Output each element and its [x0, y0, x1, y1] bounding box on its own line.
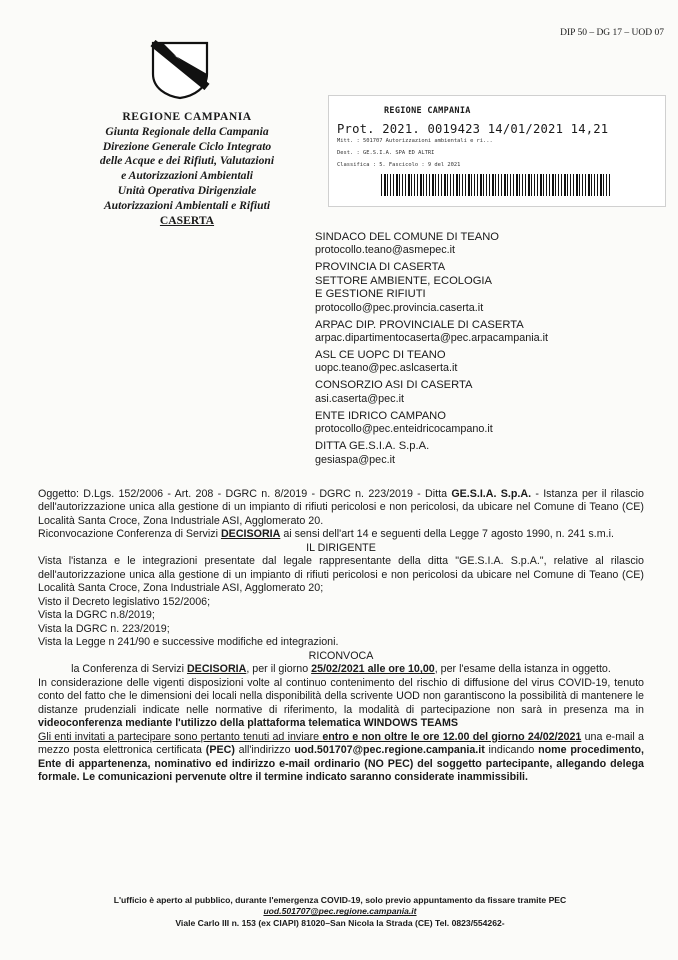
vista-paragraph: Vista l'istanza e le integrazioni presentate dal legale rappresentante della ditta "GE.S.I.A. S.p.A.", relative al rilascio dell'autorizzazione unica alla gestione di un impianto di rifiuti pericolosi e non pericolosi da ubicare nel Comune di Teano (CE) Località Santa Croce, Zona Industriale ASI, Agglomerato 20;: [38, 555, 644, 595]
subject-paragraph: [38, 488, 644, 528]
recipient-name: SETTORE AMBIENTE, ECOLOGIA: [315, 274, 492, 287]
stamp-recipient: Dest. : GE.S.I.A. SPA ED ALTRI: [337, 150, 435, 156]
invitation-paragraph: [38, 731, 644, 785]
office-address: Viale Carlo III n. 153 (ex CIAPI) 81020–San Nicola la Strada (CE) Tel. 0823/554262-: [175, 917, 505, 928]
recipient-name: ARPAC DIP. PROVINCIALE DI CASERTA: [315, 318, 524, 331]
recipient-email[interactable]: protocollo@pec.provincia.caserta.it: [315, 301, 484, 314]
protocol-number: Prot. 2021. 0019423 14/01/2021 14,21: [337, 122, 609, 136]
recipient: [315, 440, 665, 466]
office-line: Autorizzazioni Ambientali e Rifiuti: [103, 198, 271, 212]
legal-reference: Vista la Legge n 241/90 e successive modifiche ed integrazioni.: [38, 636, 339, 649]
pec-label: (PEC): [205, 744, 235, 757]
deadline: entro e non oltre le ore 12.00 del giorno 24/02/2021: [322, 730, 582, 743]
office-city: CASERTA: [159, 213, 215, 227]
recipient: [315, 410, 665, 436]
required-information: nome procedimento, Ente di appartenenza, nominativo ed indirizzo e-mail ordinario (NO PEC) del soggetto partecipante, allegando delega formale. Le comunicazioni pervenute oltre il termine indicato saranno considerate inammissibili.: [38, 744, 645, 784]
recipient: [315, 231, 665, 257]
recipient-name: CONSORZIO ASI DI CASERTA: [315, 379, 473, 392]
recipient-email[interactable]: arpac.dipartimentocaserta@pec.arpacampania.it: [315, 332, 549, 345]
office-line: e Autorizzazioni Ambientali: [121, 169, 253, 183]
covid-paragraph: [38, 677, 644, 731]
office-line: Giunta Regionale della Campania: [105, 124, 269, 138]
legal-reference: Visto il Decreto legislativo 152/2006;: [38, 595, 211, 608]
dirigente-heading: IL DIRIGENTE: [306, 541, 376, 554]
recipient-name: ASL CE UOPC DI TEANO: [315, 349, 446, 362]
recipient-name: SINDACO DEL COMUNE DI TEANO: [315, 231, 499, 243]
recipient-name: ENTE IDRICO CAMPANO: [315, 409, 446, 422]
riconvoca-text: , per il giorno: [246, 663, 312, 676]
invitation-text: una e-mail a mezzo posta elettronica certificata: [38, 730, 644, 757]
recipient-name: PROVINCIA DI CASERTA: [315, 261, 446, 274]
invitation-text: Gli enti invitati a partecipare sono pertanto tenuti ad inviare: [38, 730, 323, 743]
riconvoca-heading: RICONVOCA: [308, 649, 374, 662]
stamp-classification: Classifica : 5. Fascicolo : 9 del 2021: [337, 162, 461, 168]
covid-text: In considerazione delle vigenti disposizioni volte al continuo contenimento del rischio di diffusione del virus COVID-19, tenuto conto del fatto che le dimensioni dei locali nella disponibilità della scrivente UOD non garantiscono la possibilità di mantenere le distanze prudenziali indicate nelle normative di riferimento, la modalità di partecipazione non sarà in presenza ma in: [38, 676, 644, 716]
stamp-title: REGIONE CAMPANIA: [384, 106, 471, 116]
recipient: [315, 261, 665, 314]
document-reference: DIP 50 – DG 17 – UOD 07: [560, 28, 664, 38]
legal-reference: Vista la DGRC n. 223/2019;: [38, 622, 170, 635]
regione-campania-emblem: [150, 40, 210, 100]
office-line: Direzione Generale Ciclo Integrato: [102, 139, 272, 153]
recipient: [315, 319, 665, 345]
issuing-office-header: [72, 110, 302, 229]
recipient-email[interactable]: asi.caserta@pec.it: [315, 392, 404, 405]
riconvoca-text: la Conferenza di Servizi: [71, 663, 187, 676]
office-hours-note: L'ufficio è aperto al pubblico, durante l'emergenza COVID-19, solo previo appuntamento da fissare tramite PEC: [113, 895, 567, 905]
company-name: GE.S.I.A. S.p.A.: [451, 488, 532, 500]
letter-body: [38, 488, 644, 785]
meeting-date: 25/02/2021 alle ore 10,00: [311, 663, 435, 676]
legal-reference: Vista la DGRC n.8/2019;: [38, 609, 155, 622]
reconvocation-paragraph: [38, 528, 644, 541]
recipients-list: [315, 231, 665, 471]
recipient: [315, 349, 665, 375]
subject-text: Oggetto: D.Lgs. 152/2006 - Art. 208 - DGRC n. 8/2019 - DGRC n. 223/2019 - Ditta: [38, 488, 452, 500]
recipient-email[interactable]: protocollo@pec.enteidricocampano.it: [315, 423, 493, 436]
invitation-text: all'indirizzo: [234, 744, 295, 757]
subject-text: Riconvocazione Conferenza di Servizi: [38, 528, 221, 541]
pec-address[interactable]: uod.501707@pec.regione.campania.it: [294, 744, 485, 757]
office-line: Unità Operativa Dirigenziale: [117, 184, 257, 198]
recipient: [315, 379, 665, 405]
protocol-stamp: [328, 95, 666, 207]
subject-text: - Istanza per il rilascio dell'autorizzazione unica alla gestione di un impianto di rifiuti pericolosi e non pericolosi, da ubicare nel Comune di Teano (CE) Località Santa Croce, Zona Industriale ASI, Agglomerato 20.: [38, 488, 645, 527]
barcode: [381, 174, 611, 196]
stamp-sender: Mitt. : 501707 Autorizzazioni ambientali e ri...: [337, 138, 493, 144]
footer-email[interactable]: uod.501707@pec.regione.campania.it: [263, 906, 417, 917]
recipient-name: DITTA GE.S.I.A. S.p.A.: [315, 440, 430, 453]
invitation-text: indicando: [484, 744, 539, 757]
recipient-email[interactable]: protocollo.teano@asmepec.it: [315, 244, 456, 257]
videoconference-notice: videoconferenza mediante l'utilizzo della plattaforma telematica WINDOWS TEAMS: [38, 717, 459, 730]
recipient-email[interactable]: uopc.teano@pec.aslcaserta.it: [315, 362, 458, 375]
decisoria-label: DECISORIA: [220, 528, 281, 541]
office-line: delle Acque e dei Rifiuti, Valutazioni: [99, 154, 275, 168]
riconvoca-text: , per l'esame della istanza in oggetto.: [434, 663, 611, 676]
recipient-email[interactable]: gesiaspa@pec.it: [315, 453, 395, 466]
page-footer: [40, 895, 640, 929]
subject-text: ai sensi dell'art 14 e seguenti della Legge 7 agosto 1990, n. 241 s.m.i.: [280, 528, 614, 541]
decisoria-label: DECISORIA: [186, 663, 247, 676]
riconvoca-paragraph: [38, 663, 644, 676]
region-title: REGIONE CAMPANIA: [122, 110, 252, 123]
recipient-name: E GESTIONE RIFIUTI: [315, 288, 426, 301]
